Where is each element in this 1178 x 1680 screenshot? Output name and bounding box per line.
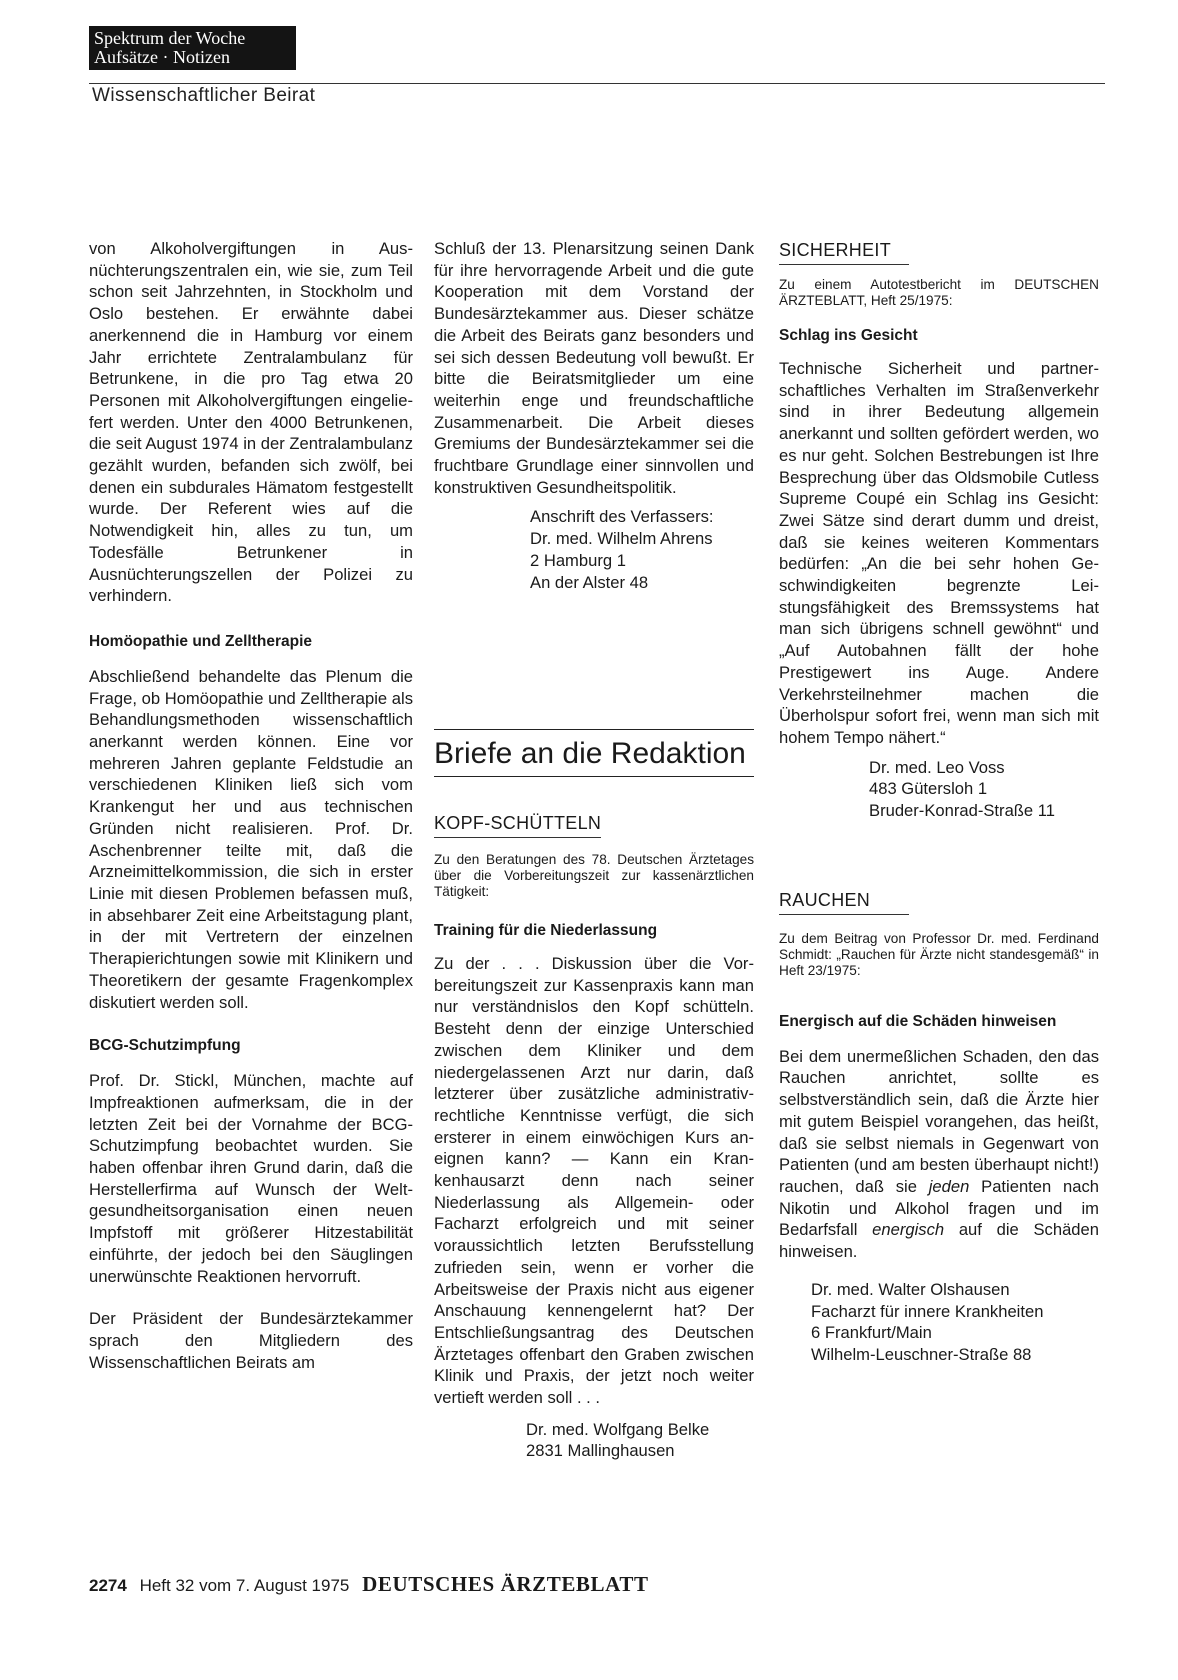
header-rule xyxy=(89,83,1105,84)
signature-line: Wilhelm-Leuschner-Straße 88 xyxy=(811,1344,1032,1364)
letter-body-sicherheit: Technische Sicherheit und partnerschaftliches Verhalten im Straßenverkehr sind in ihrer Bedeutung allgemein anerkannt und sollten gefördert werden, wo es nur geht. Solchen Bestrebungen ist Ihre Besprechung über das Oldsmobile Cutless Supreme Coupé ein Schlag ins Gesicht: Zwei Sätze sind derart dumm und dreist, daß sie keines weiteren Kommentars bedürfen: „An die bei sehr hohen Geschwindigkeiten begrenzte Leistungsfähigkeit des Bremssystems hat man sich übrigens schnell gewöhnt“ und „Auf Autobahnen fällt der hohe Prestigewert ins Auge. Andere Verkehrsteilnehmer machen die Überholspur sofort frei, wenn man sich mit hohem Tempo nähert.“ xyxy=(779,359,1099,747)
letter-text: Patienten nach Nikotin und Alkohol fragen und im Bedarfsfall xyxy=(779,1176,1100,1240)
signature-line: Dr. med. Leo Voss xyxy=(869,757,1005,777)
letter-signature xyxy=(526,1419,754,1462)
signature-line: 2831 Mallinghausen xyxy=(526,1441,675,1461)
letter-heading-rauchen: Energisch auf die Schäden hinweisen xyxy=(779,1012,1057,1030)
journal-name: DEUTSCHES ÄRZTEBLATT xyxy=(362,1572,649,1596)
rubric-rauchen: RAUCHEN xyxy=(779,890,909,915)
letter-body-rauchen xyxy=(779,1046,1099,1263)
address-line: 2 Hamburg 1 xyxy=(530,550,626,570)
col2-paragraph-1: Schluß der 13. Plenarsitzung seinen Dank für ihre hervorragende Arbeit und die gute Kooperation mit dem Vorstand der Bundesärztekammer aus. Dieser schätze die Arbeit des Beirats ganz besonders und sei sich dessen Bedeutung voll bewußt. Er bitte die Beiratsmitglieder um eine weiterhin enge und freundschaftliche Zusammenarbeit. Die Arbeit dieses Gremiums der Bundesärztekammer sei die fruchtbare Grundlage einer sinnvollen und konstruktiven Gesundheitspolitik. xyxy=(434,239,754,497)
rubric-sicherheit: SICHERHEIT xyxy=(779,240,909,265)
col1-paragraph-4: Der Präsident der Bundesärztekammer sprach den Mitgliedern des Wissenschaftlichen Beirats am xyxy=(89,1309,413,1372)
emphasis-text: jeden xyxy=(928,1176,970,1196)
column-1 xyxy=(89,238,413,1373)
letter-intro-rauchen: Zu dem Beitrag von Professor Dr. med. Ferdinand Schmidt: „Rauchen für Ärzte nicht standesgemäß“ in Heft 23/1975: xyxy=(779,930,1099,978)
signature-line: 6 Frankfurt/Main xyxy=(811,1323,932,1343)
letters-title: Briefe an die Redaktion xyxy=(434,737,746,770)
page-number: 2274 xyxy=(89,1576,127,1595)
letter-intro: Zu den Beratungen des 78. Deutschen Ärztetages über die Vorbereitungszeit zur kassenärztlichen Tätigkeit: xyxy=(434,852,754,899)
badge-line-2: Aufsätze · Notizen xyxy=(94,47,230,67)
signature-line: Facharzt für innere Krankheiten xyxy=(811,1301,1044,1321)
address-line: An der Alster 48 xyxy=(530,572,649,592)
letter-signature-voss xyxy=(869,757,1099,822)
col1-heading-homoeopathie: Homöopathie und Zelltherapie xyxy=(89,632,313,650)
address-line: Dr. med. Wilhelm Ahrens xyxy=(530,529,713,549)
letter-rauchen xyxy=(779,890,1099,1366)
signature-line: Dr. med. Wolfgang Belke xyxy=(526,1419,710,1439)
letters-section xyxy=(434,729,754,1462)
signature-line: 483 Gütersloh 1 xyxy=(869,779,988,799)
signature-line: Dr. med. Walter Olshausen xyxy=(811,1279,1010,1299)
col1-paragraph-2: Abschließend behandelte das Plenum die Frage, ob Homöopathie und Zelltherapie als Behandlungsmethoden wissenschaftlich anerkannt werden können. Eine vor mehreren Jahren geplante Feldstudie an verschiedenen Kliniken ließ sich vom Krankengut her und aus technischen Gründen nicht realisieren. Prof. Dr. Aschenbrenner teilte mit, daß die Arzneimittelkommission, die sich in erster Linie mit diesen Problemen befassen muß, in absehbarer Zeit eine Arbeitstagung plant, in der mit Vertretern der einzelnen Therapierichtungen sowie mit Klinikern und Theoretikern der gesamte Fragenkomplex diskutiert werden soll. xyxy=(89,666,413,1012)
letters-rule-bottom xyxy=(434,776,754,777)
letter-heading-sicherheit: Schlag ins Gesicht xyxy=(779,327,918,344)
section-badge xyxy=(89,26,296,70)
letter-intro-sicherheit: Zu einem Autotestbericht im DEUTSCHEN ÄRZTEBLATT, Heft 25/1975: xyxy=(779,277,1099,308)
letter-signature-olshausen xyxy=(811,1279,1099,1366)
col1-heading-bcg: BCG-Schutzimpfung xyxy=(89,1037,241,1055)
letters-rule-top xyxy=(434,729,754,730)
signature-line: Bruder-Konrad-Straße 11 xyxy=(869,801,1055,821)
letter-text: auf die Schäden hinweisen. xyxy=(779,1220,1099,1262)
address-line: Anschrift des Verfassers: xyxy=(530,507,714,527)
col1-paragraph-1: von Alkoholvergiftungen in Ausnüchterungszentralen ein, wie sie, zum Teil schon seit Jahrzehnten, in Stockholm und Oslo bestehen. Er erwähnte dabei anerkennend die in Hamburg vor einem Jahr errichtete Zentralambulanz für Betrunkene, in die pro Tag etwa 20 Personen mit Alkoholvergiftungen eingeliefert werden. Unter den 4000 Betrunkenen, die seit August 1974 in der Zentralambulanz gezählt wurden, befanden sich zwölf, bei denen ein subdurales Hämatom festgestellt wurde. Der Referent wies auf die Notwendigkeit hin, alles zu tun, um Todesfälle Betrunkener in Ausnüchterungszellen der Polizei zu verhindern. xyxy=(89,239,413,606)
column-3 xyxy=(779,240,1099,1366)
column-2 xyxy=(434,238,754,593)
author-address xyxy=(530,506,754,593)
badge-line-1: Spektrum der Woche xyxy=(94,28,246,48)
col1-paragraph-3: Prof. Dr. Stickl, München, machte auf Impfreaktionen aufmerksam, die in der letzten Zeit bei der Vornahme der BCG-Schutzimpfung beobachtet wurden. Sie haben offenbar ihren Grund darin, daß die Herstellerfirma auf Wunsch der Weltgesundheitsorganisation einen neuen Impfstoff mit größerer Hitzestabilität einführte, der jedoch bei den Säuglingen unerwünschte Reaktionen hervorruft. xyxy=(89,1071,413,1286)
section-title: Wissenschaftlicher Beirat xyxy=(92,85,316,106)
letter-kopf-schuetteln xyxy=(434,813,754,1462)
letter-body: Zu der . . . Diskussion über die Vorbereitungszeit zur Kassenpraxis kann man nur verständnislos den Kopf schütteln. Besteht denn der einzige Unterschied zwischen dem Kliniker und dem niedergelassenen Arzt nur darin, daß letzterer über zusätzliche administrativ-rechtliche Kenntnisse verfügt, die sich ersterer in einem einwöchigen Kurs aneignen kann? — Kann ein Krankenhausarzt denn nach seiner Niederlassung als Allgemein- oder Facharzt erfolgreich und mit seiner voraussichtlich letzten Berufsstellung zufrieden sein, wenn er vorher die Arbeitsweise der Praxis nicht aus eigener Anschauung kennengelernt hat? Der Entschließungsantrag des Deutschen Ärztetages offenbart den Graben zwischen Klinik und Praxis, der jetzt noch weiter vertieft werden soll . . . xyxy=(434,954,754,1408)
rubric-kopf-schuetteln: KOPF-SCHÜTTELN xyxy=(434,813,601,838)
letter-text: Bei dem unermeßlichen Schaden, den das Rauchen anrichtet, sollte es selbstverständlich sein, daß die Ärzte hier mit gutem Beispiel vorangehen, das heißt, daß sie selbst niemals in Gegenwart von Patienten (und am besten überhaupt nicht!) rauchen, daß sie xyxy=(779,1046,1099,1196)
issue-info: Heft 32 vom 7. August 1975 xyxy=(139,1576,350,1595)
letter-heading: Training für die Niederlassung xyxy=(434,922,658,939)
emphasis-text: energisch xyxy=(872,1220,945,1240)
page-footer xyxy=(89,1572,649,1597)
